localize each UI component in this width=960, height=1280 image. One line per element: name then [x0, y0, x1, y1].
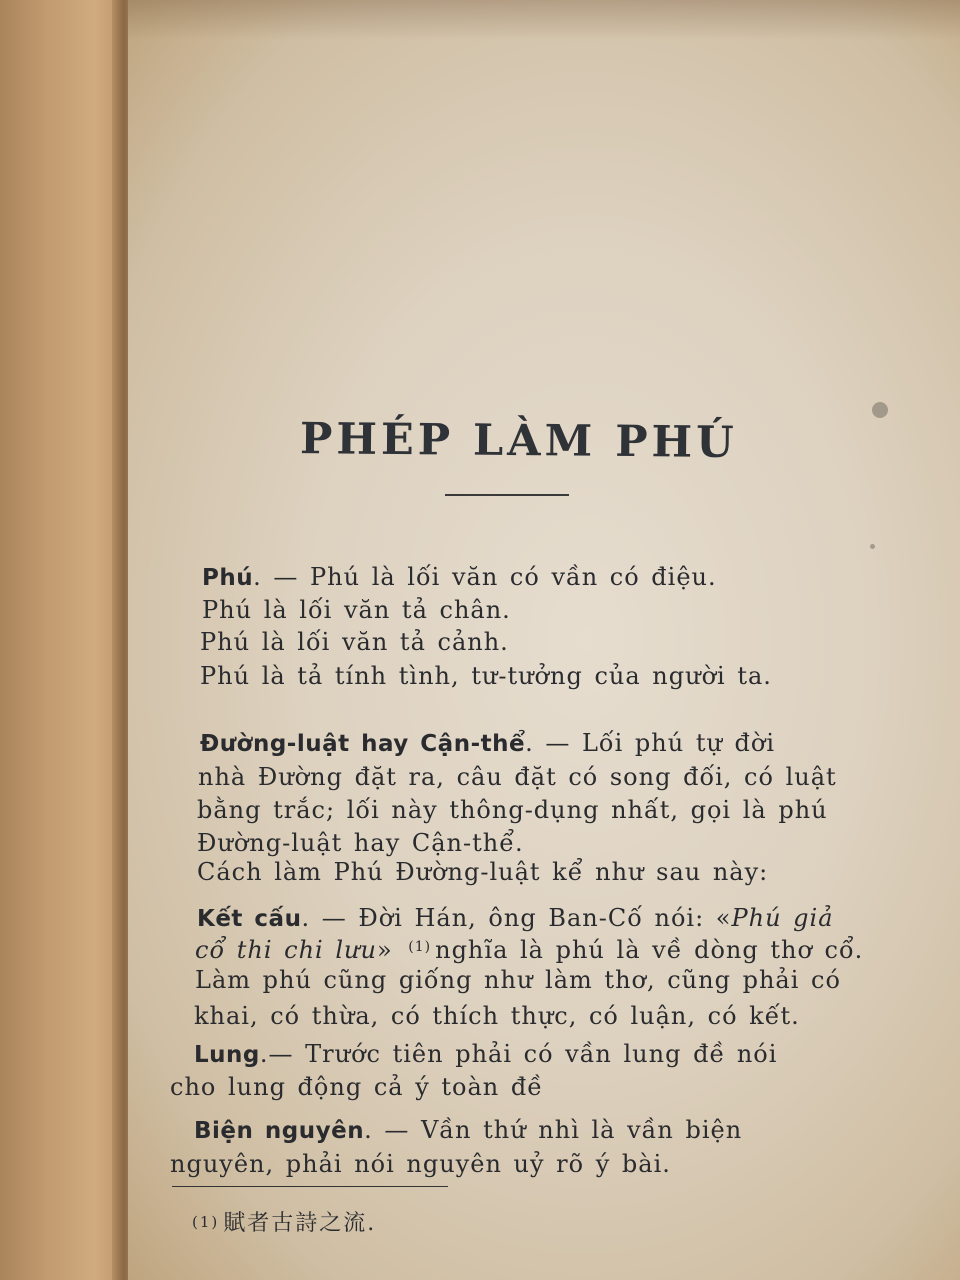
- text-line: bằng trắc; lối này thông-dụng nhất, gọi là phú: [197, 796, 828, 824]
- footnote-mark: (1): [192, 1213, 220, 1231]
- term-phu: Phú: [202, 565, 254, 591]
- text-line: nguyên, phải nói nguyên uỷ rõ ý bài.: [170, 1150, 671, 1178]
- page-shadow: [128, 0, 960, 40]
- text-line: khai, có thừa, có thích thực, có luận, có kết.: [194, 1002, 800, 1030]
- term-lung: Lung: [194, 1042, 260, 1068]
- term-bien-nguyen: Biện nguyên: [194, 1118, 365, 1144]
- text-line: Lung.— Trước tiên phải có vần lung đề nói: [194, 1040, 778, 1068]
- text-line: cổ thi chi lưu» $^{(1)}$ nghĩa là phú là về dòng thơ cổ.: [195, 936, 864, 964]
- text-line: Đường-luật hay Cận-thể. — Lối phú tự đời: [200, 729, 776, 757]
- footnote-ref: (1): [408, 939, 432, 955]
- term-ket-cau: Kết cấu: [197, 906, 302, 932]
- paper-speck: [870, 544, 875, 549]
- footnote: [192, 1206, 376, 1237]
- text-line: Biện nguyên. — Vần thứ nhì là vần biện: [194, 1116, 743, 1144]
- text-line: Kết cấu. — Đời Hán, ông Ban-Cố nói: «Phú giả: [197, 904, 834, 932]
- text-line: Phú là tả tính tình, tư-tưởng của người ta.: [200, 662, 772, 690]
- footnote-text: 賦者古詩之流.: [223, 1211, 377, 1236]
- text-line: Phú. — Phú là lối văn có vần có điệu.: [202, 563, 717, 591]
- text-line: nhà Đường đặt ra, câu đặt có song đối, có luật: [198, 763, 837, 791]
- text-line: Cách làm Phú Đường-luật kể như sau này:: [197, 858, 769, 886]
- title-rule: [445, 494, 569, 496]
- text-line: Đường-luật hay Cận-thể.: [197, 829, 524, 857]
- footnote-rule: [172, 1186, 448, 1187]
- chapter-title: PHÉP LÀM PHÚ: [299, 414, 738, 468]
- text-line: cho lung động cả ý toàn đề: [170, 1073, 544, 1101]
- text-line: Phú là lối văn tả cảnh.: [200, 628, 509, 656]
- text-line: Phú là lối văn tả chân.: [202, 596, 511, 624]
- text-line: Làm phú cũng giống như làm thơ, cũng phải có: [195, 966, 841, 994]
- paper-speck: [872, 402, 888, 418]
- term-duong-luat: Đường-luật hay Cận-thể: [200, 731, 526, 757]
